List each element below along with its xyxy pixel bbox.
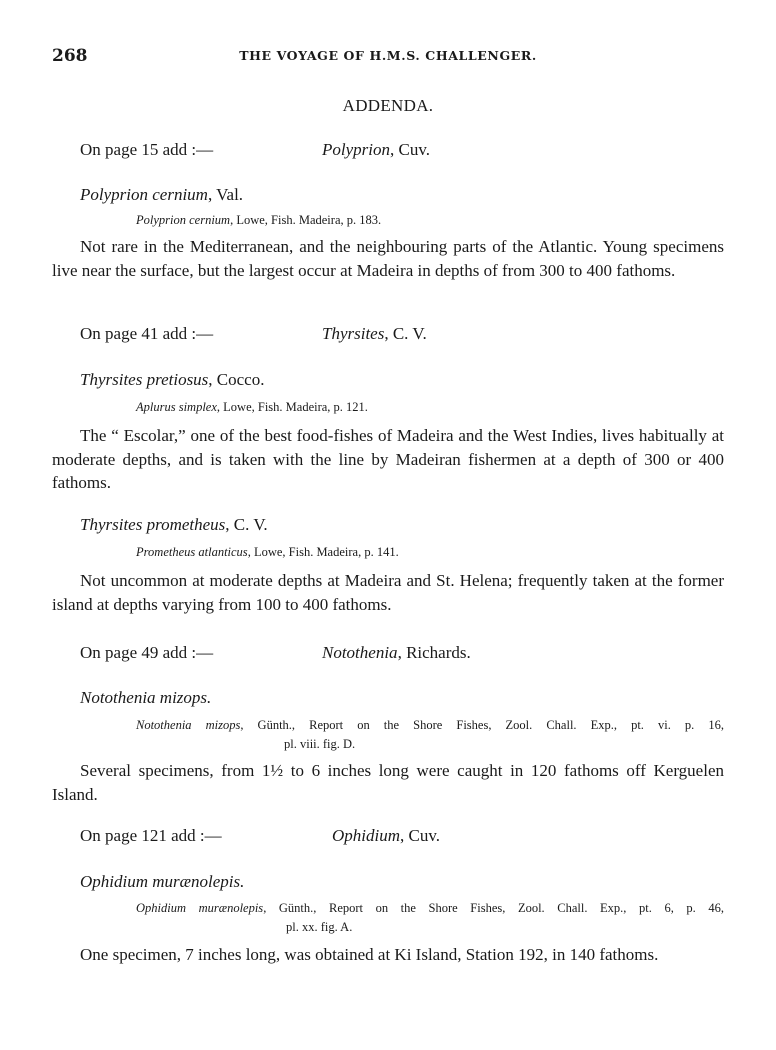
synonym-reference: , Günth., Report on the Shore Fishes, Zool. Chall. Exp., pt. 6, p. 46, [263,901,724,915]
synonym-name: Ophidium murænolepis [136,901,264,915]
page-reference: On page 49 add :— [80,643,214,662]
species-heading [80,370,264,390]
genus-heading [322,324,427,344]
synonym-citation [136,398,368,417]
addendum-reference [80,643,700,665]
species-heading [80,185,243,205]
species-name: Notothenia mizops. [80,688,212,707]
page-reference: On page 41 add :— [80,324,214,343]
genus-author: , C. V. [384,324,427,343]
genus-heading [332,826,440,846]
genus-heading [322,140,430,160]
synonym-plate: pl. viii. fig. D. [284,737,356,751]
genus-name: Ophidium [332,826,400,845]
species-name: Ophidium murænolepis. [80,872,245,891]
synonym-name: Notothenia mizops [136,718,241,732]
genus-name: Notothenia [322,643,398,662]
page-reference: On page 15 add :— [80,140,214,159]
page-reference: On page 121 add :— [80,826,222,845]
section-title: ADDENDA. [342,96,434,115]
genus-name: Polyprion [322,140,390,159]
synonym-citation [136,543,399,562]
species-description: Several specimens, from 1½ to 6 inches long were caught in 120 fathoms off Kerguelen Island. [52,761,724,804]
synonym-reference: , Lowe, Fish. Madeira, p. 183. [230,213,382,227]
synonym-line [136,716,724,735]
species-heading [80,688,211,708]
synonym-reference: , Lowe, Fish. Madeira, p. 121. [216,400,368,414]
synonym-reference: , Günth., Report on the Shore Fishes, Zool. Chall. Exp., pt. vi. p. 16, [240,718,724,732]
species-author: , Cocco. [208,370,265,389]
addendum-reference [80,140,700,162]
synonym-name: Polyprion cernium [136,213,231,227]
species-author: , Val. [207,185,244,204]
species-description: One specimen, 7 inches long, was obtained at Ki Island, Station 192, in 140 fathoms. [80,945,659,964]
synonym-citation [136,716,724,754]
genus-author: , Cuv. [400,826,440,845]
synonym-line [136,899,724,918]
page-number: 268 [52,46,88,66]
synonym-reference: , Lowe, Fish. Madeira, p. 141. [247,545,399,559]
synonym-name: Aplurus simplex [136,400,217,414]
synonym-name: Prometheus atlanticus [136,545,248,559]
species-name: Thyrsites prometheus [80,515,226,534]
species-description: The “ Escolar,” one of the best food-fishes of Madeira and the West Indies, lives habitually at moderate depths, and is taken with the line by Madeiran fishermen at a depth of 300 or 400 fathoms. [52,426,724,492]
species-author: , C. V. [225,515,268,534]
running-head [52,46,724,68]
synonym-plate: pl. xx. fig. A. [286,920,353,934]
genus-heading [322,643,471,663]
genus-author: , Cuv. [390,140,430,159]
synonym-citation [136,899,724,937]
genus-name: Thyrsites [322,324,385,343]
genus-author: , Richards. [397,643,471,662]
species-heading [80,515,268,535]
addendum-reference [80,826,700,848]
addendum-reference [80,324,700,346]
species-heading [80,872,244,892]
species-name: Thyrsites pretiosus [80,370,209,389]
species-description: Not uncommon at moderate depths at Madeira and St. Helena; frequently taken at the former island at depths varying from 100 to 400 fathoms. [52,571,724,614]
synonym-citation [136,211,381,230]
book-title: THE VOYAGE OF H.M.S. CHALLENGER. [239,48,537,63]
species-description: Not rare in the Mediterranean, and the neighbouring parts of the Atlantic. Young specimens live near the surface, but the largest occur at Madeira in depths of from 300 to 400 fathoms. [52,237,724,280]
species-name: Polyprion cernium [80,185,208,204]
